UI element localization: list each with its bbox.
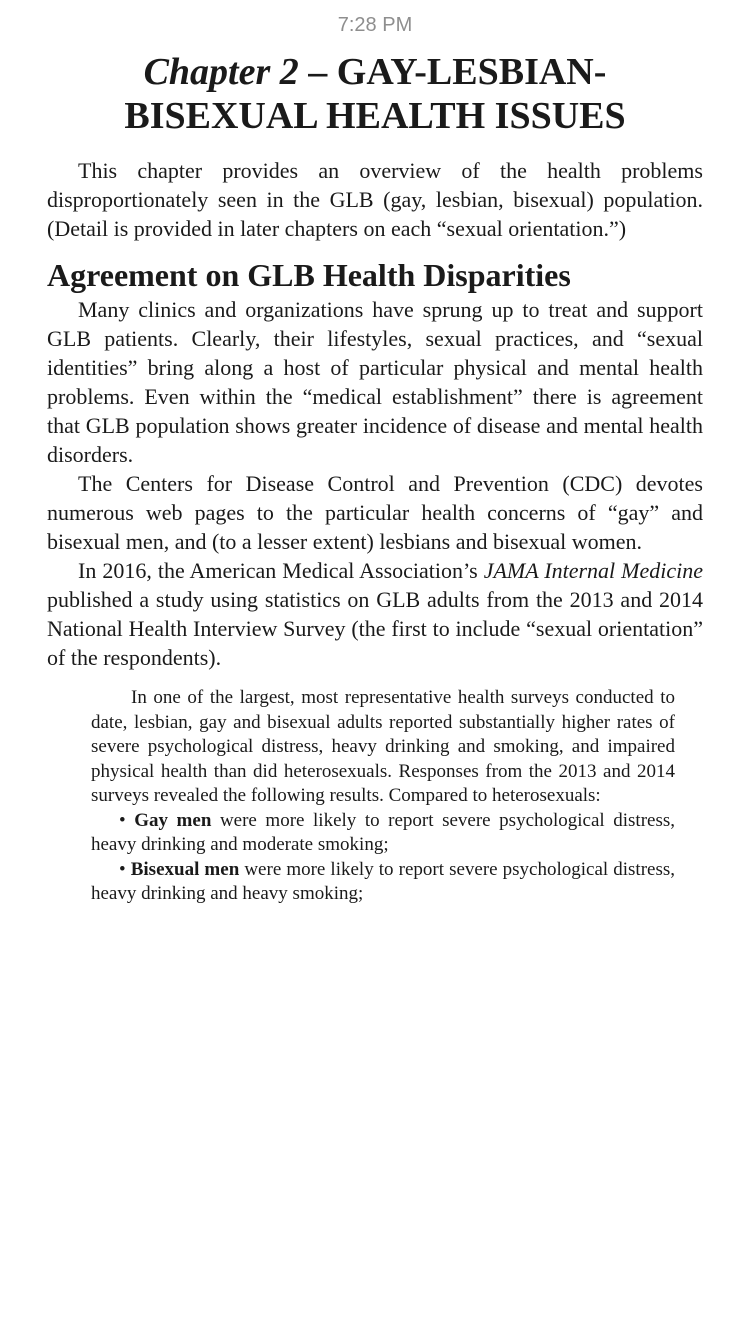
section-paragraph: Many clinics and organizations have sprung up to treat and support GLB patients. Clearly, their lifestyles, sexual practices, and “sexual identities” bring along a host of particular physical and mental health problems. Even within the “medical establishment” there is agreement that GLB population shows greater incidence of disease and mental health disorders. [47,297,703,467]
journal-name: JAMA Internal Medicine [483,558,703,583]
chapter-label: Chapter 2 [143,51,299,93]
quote-bullet [91,809,675,858]
book-page [47,50,703,907]
bullet-text: were more likely to report severe psychological distress, heavy drinking and heavy smoking; [91,858,676,904]
jama-paragraph [47,556,703,672]
bullet-bold: Gay men [134,809,212,831]
chapter-dash: – [298,51,337,93]
quote-text: In one of the largest, most representative health surveys conducted to date, lesbian, gay and bisexual adults reported substantially higher rates of severe psychological distress, heavy drinking and smoking, and impaired physical health than did heterosexuals. Responses from the 2013 and 2014 surveys revealed the following results. Compared to heterosexuals: [91,687,675,806]
intro-paragraph: This chapter provides an overview of the health problems disproportionately seen in the GLB (gay, lesbian, bisexual) population. (Detail is provided in later chapters on each “sexual orientation.”) [47,158,703,241]
jama-text-before: In 2016, the American Medical Association’s [78,558,484,583]
bullet-bold: Bisexual men [130,858,240,880]
bullet-marker: • [119,809,126,831]
block-quote [91,686,675,907]
status-time: 7:28 PM [337,14,413,36]
jama-text-after: published a study using statistics on GLB adults from the 2013 and 2014 National Health Interview Survey (the first to include “sexual orientation” of the respondents). [47,587,703,670]
bullet-marker: • [119,858,126,880]
quote-bullet [91,858,675,907]
status-bar [0,0,750,50]
section-heading: Agreement on GLB Health Disparities [47,257,571,293]
chapter-title [47,50,703,138]
chapter-heading: GAY-LESBIAN-BISEXUAL HEALTH ISSUES [124,51,626,137]
bullet-text: were more likely to report severe psychological distress, heavy drinking and moderate smoking; [91,809,676,855]
section-paragraph: The Centers for Disease Control and Prevention (CDC) devotes numerous web pages to the particular health concerns of “gay” and bisexual men, and (to a lesser extent) lesbians and bisexual women. [47,471,703,554]
